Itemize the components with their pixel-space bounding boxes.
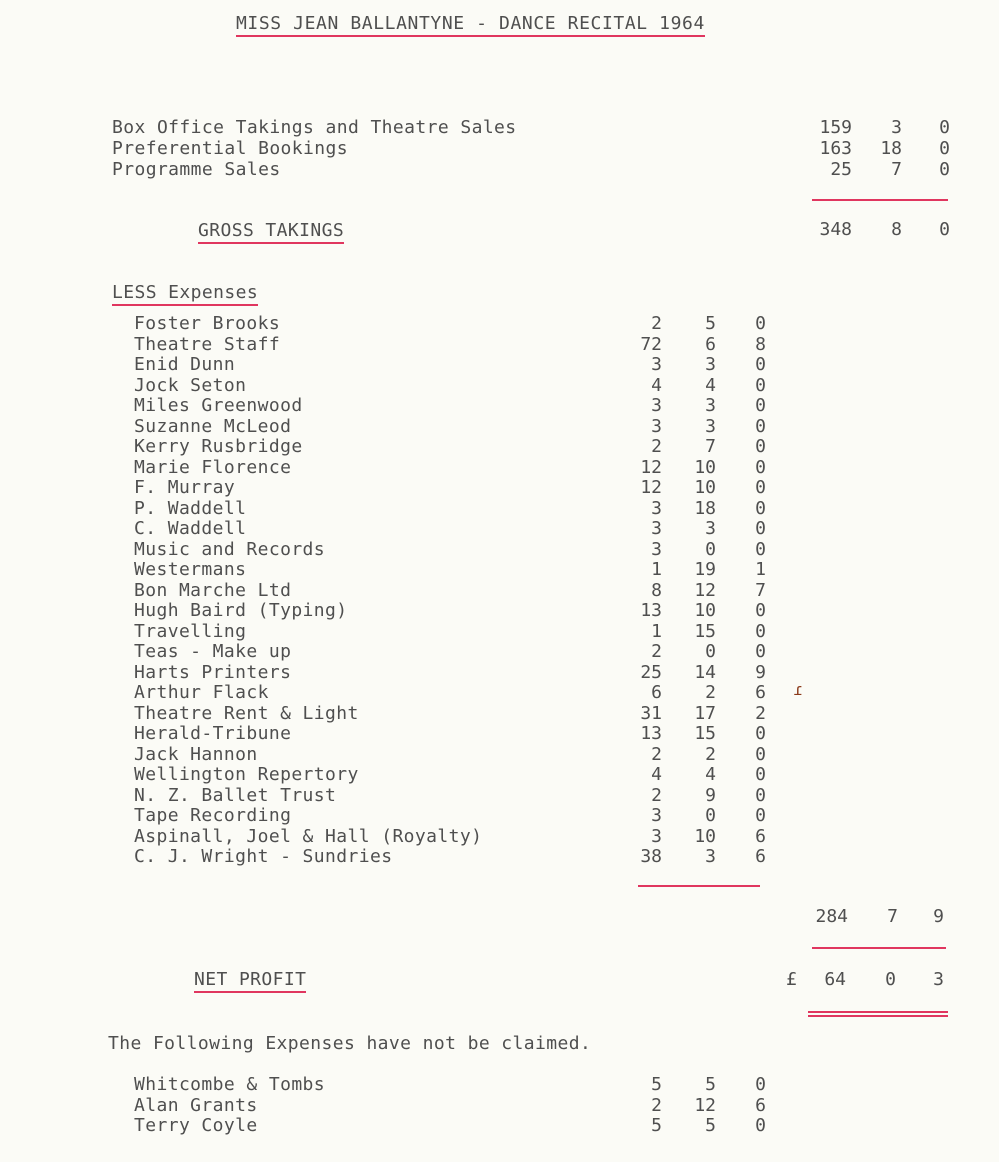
expense-row-shillings: 2: [705, 743, 716, 765]
expenses-heading: LESS Expenses: [112, 283, 258, 306]
expense-row-label: Hugh Baird (Typing): [134, 600, 348, 621]
expense-row-shillings: 15: [694, 723, 716, 744]
net-double-rule-bottom: [808, 1015, 948, 1017]
expense-row-shillings: 14: [694, 661, 716, 683]
expense-row-pounds: 3: [651, 354, 662, 375]
expense-row-pence: 0: [755, 723, 766, 744]
expenses-sum-rule: [638, 885, 760, 887]
income-pounds: 163: [819, 138, 852, 159]
expense-row-shillings: 15: [694, 620, 716, 642]
expense-row-shillings: 0: [705, 641, 716, 662]
expense-row-shillings: 12: [694, 579, 716, 601]
expense-row-shillings: 9: [705, 784, 716, 806]
unclaimed-row-label: Alan Grants: [134, 1094, 258, 1116]
expense-row-shillings: 0: [705, 538, 716, 560]
pound-sign: £: [786, 969, 798, 990]
expense-row-label: Bon Marche Ltd: [134, 579, 292, 601]
expense-row-pounds: 2: [651, 743, 662, 765]
expense-row-pence: 0: [755, 456, 766, 478]
expense-row-pounds: 6: [651, 682, 662, 703]
expense-row-pounds: 2: [651, 641, 662, 662]
expense-row-pence: 9: [755, 661, 766, 683]
expense-row-label: Enid Dunn: [134, 354, 236, 375]
expense-row-shillings: 3: [705, 518, 716, 539]
expense-row-label: Suzanne McLeod: [134, 415, 292, 437]
expense-row-pounds: 3: [651, 518, 662, 539]
expense-row-shillings: 10: [694, 825, 716, 847]
income-sum-rule: [812, 199, 948, 201]
net-pence: 3: [933, 969, 944, 990]
expense-row-label: Harts Printers: [134, 661, 292, 683]
expense-row-pounds: 13: [640, 723, 662, 744]
expense-row-label: Travelling: [134, 620, 247, 642]
expense-row-label: P. Waddell: [134, 497, 247, 519]
expense-row-pounds: 2: [651, 436, 662, 457]
expense-row-label: Arthur Flack: [134, 682, 269, 703]
net-shillings: 0: [885, 969, 896, 990]
expense-row-shillings: 4: [705, 374, 716, 396]
expense-row-label: Music and Records: [134, 538, 326, 560]
expense-row-label: Westermans: [134, 559, 247, 580]
expense-row-label: Aspinall, Joel & Hall (Royalty): [134, 825, 483, 847]
expense-row-label: Tape Recording: [134, 805, 292, 826]
expense-row-pounds: 72: [640, 333, 662, 355]
expense-row-shillings: 3: [705, 846, 716, 867]
expense-row-pence: 0: [755, 354, 766, 375]
expense-row-pence: 0: [755, 620, 766, 642]
income-shillings: 7: [891, 159, 902, 180]
net-double-rule-top: [808, 1011, 948, 1013]
expense-row-pence: 0: [755, 538, 766, 560]
expense-row-shillings: 18: [694, 497, 716, 519]
expense-row-pounds: 3: [651, 415, 662, 437]
expense-row-label: Wellington Repertory: [134, 764, 359, 785]
expense-row-shillings: 10: [694, 600, 716, 621]
unclaimed-row-pounds: 5: [651, 1115, 662, 1136]
income-label: Programme Sales: [112, 159, 281, 180]
income-pence: 0: [939, 159, 950, 180]
expense-row-pounds: 4: [651, 764, 662, 785]
ink-mark: ɾ: [793, 680, 803, 699]
income-pence: 0: [939, 117, 950, 138]
expense-row-pounds: 8: [651, 579, 662, 601]
expense-row-shillings: 19: [694, 559, 716, 580]
expense-row-shillings: 3: [705, 395, 716, 416]
unclaimed-row-pence: 0: [755, 1115, 766, 1136]
income-shillings: 18: [880, 138, 902, 159]
expense-row-pounds: 12: [640, 477, 662, 498]
expense-row-pounds: 3: [651, 825, 662, 847]
expense-row-pence: 1: [755, 559, 766, 580]
gross-pence: 0: [939, 219, 950, 240]
net-pounds: 64: [824, 969, 846, 990]
expense-row-pounds: 3: [651, 395, 662, 416]
expenses-total-shillings: 7: [887, 906, 898, 927]
unclaimed-row-pounds: 2: [651, 1094, 662, 1116]
unclaimed-row-shillings: 5: [705, 1074, 716, 1095]
expense-row-label: Kerry Rusbridge: [134, 436, 303, 457]
income-label: Preferential Bookings: [112, 138, 348, 159]
gross-shillings: 8: [891, 219, 902, 240]
expense-row-pence: 0: [755, 764, 766, 785]
expenses-total-pounds: 284: [815, 906, 848, 927]
expense-row-pence: 0: [755, 600, 766, 621]
income-pounds: 25: [830, 159, 852, 180]
expense-row-label: C. Waddell: [134, 518, 247, 539]
expense-row-label: Theatre Rent & Light: [134, 702, 359, 724]
expense-row-pence: 0: [755, 743, 766, 765]
expense-row-label: Miles Greenwood: [134, 395, 303, 416]
expense-row-label: Jack Hannon: [134, 743, 258, 765]
expense-row-pounds: 3: [651, 497, 662, 519]
expense-row-pence: 8: [755, 333, 766, 355]
unclaimed-row-label: Whitcombe & Tombs: [134, 1074, 326, 1095]
unclaimed-row-label: Terry Coyle: [134, 1115, 258, 1136]
expense-row-pounds: 38: [640, 846, 662, 867]
unclaimed-row-shillings: 12: [694, 1094, 716, 1116]
expense-row-pounds: 25: [640, 661, 662, 683]
expense-row-shillings: 2: [705, 682, 716, 703]
expense-row-pounds: 1: [651, 559, 662, 580]
expense-row-pence: 0: [755, 395, 766, 416]
expense-row-pence: 0: [755, 313, 766, 334]
gross-label: GROSS TAKINGS: [198, 221, 344, 244]
expense-row-pence: 0: [755, 436, 766, 457]
expense-row-shillings: 7: [705, 436, 716, 457]
expense-row-shillings: 17: [694, 702, 716, 724]
income-pence: 0: [939, 138, 950, 159]
expense-row-pounds: 12: [640, 456, 662, 478]
expense-row-shillings: 4: [705, 764, 716, 785]
expense-row-pence: 0: [755, 518, 766, 539]
expenses-total-pence: 9: [933, 906, 944, 927]
expense-row-pounds: 2: [651, 784, 662, 806]
expense-row-pence: 6: [755, 682, 766, 703]
expense-row-shillings: 5: [705, 313, 716, 334]
unclaimed-row-pence: 6: [755, 1094, 766, 1116]
expense-row-label: C. J. Wright - Sundries: [134, 846, 393, 867]
expense-row-pence: 7: [755, 579, 766, 601]
unclaimed-row-pounds: 5: [651, 1074, 662, 1095]
expense-row-label: Foster Brooks: [134, 313, 281, 334]
expense-row-pence: 0: [755, 415, 766, 437]
expense-row-shillings: 3: [705, 354, 716, 375]
income-pounds: 159: [819, 117, 852, 138]
expense-row-label: Teas - Make up: [134, 641, 292, 662]
expense-row-pence: 2: [755, 702, 766, 724]
expense-row-shillings: 0: [705, 805, 716, 826]
income-shillings: 3: [891, 117, 902, 138]
gross-pounds: 348: [819, 219, 852, 240]
expense-row-pence: 0: [755, 641, 766, 662]
expense-row-shillings: 10: [694, 477, 716, 498]
expense-row-pounds: 31: [640, 702, 662, 724]
expense-row-pence: 6: [755, 846, 766, 867]
expense-row-pence: 6: [755, 825, 766, 847]
expense-row-pence: 0: [755, 805, 766, 826]
unclaimed-row-shillings: 5: [705, 1115, 716, 1136]
net-profit-label: NET PROFIT: [194, 970, 306, 993]
expense-row-pounds: 3: [651, 538, 662, 560]
expense-row-pence: 0: [755, 497, 766, 519]
expense-row-shillings: 3: [705, 415, 716, 437]
expense-row-label: F. Murray: [134, 477, 236, 498]
expense-row-pence: 0: [755, 374, 766, 396]
expense-row-pounds: 13: [640, 600, 662, 621]
document-title: MISS JEAN BALLANTYNE - DANCE RECITAL 1964: [236, 14, 705, 37]
expense-row-shillings: 6: [705, 333, 716, 355]
expense-row-label: Marie Florence: [134, 456, 292, 478]
unclaimed-heading: The Following Expenses have not be claimed.: [108, 1033, 592, 1054]
expense-row-pounds: 4: [651, 374, 662, 396]
expense-row-label: N. Z. Ballet Trust: [134, 784, 337, 806]
expense-row-pence: 0: [755, 477, 766, 498]
income-label: Box Office Takings and Theatre Sales: [112, 117, 517, 138]
expense-row-label: Theatre Staff: [134, 333, 281, 355]
expense-row-pence: 0: [755, 784, 766, 806]
unclaimed-row-pence: 0: [755, 1074, 766, 1095]
total-rule: [812, 947, 946, 949]
expense-row-pounds: 1: [651, 620, 662, 642]
expense-row-shillings: 10: [694, 456, 716, 478]
expense-row-pounds: 3: [651, 805, 662, 826]
expense-row-label: Jock Seton: [134, 374, 247, 396]
expense-row-pounds: 2: [651, 313, 662, 334]
expense-row-label: Herald-Tribune: [134, 723, 292, 744]
